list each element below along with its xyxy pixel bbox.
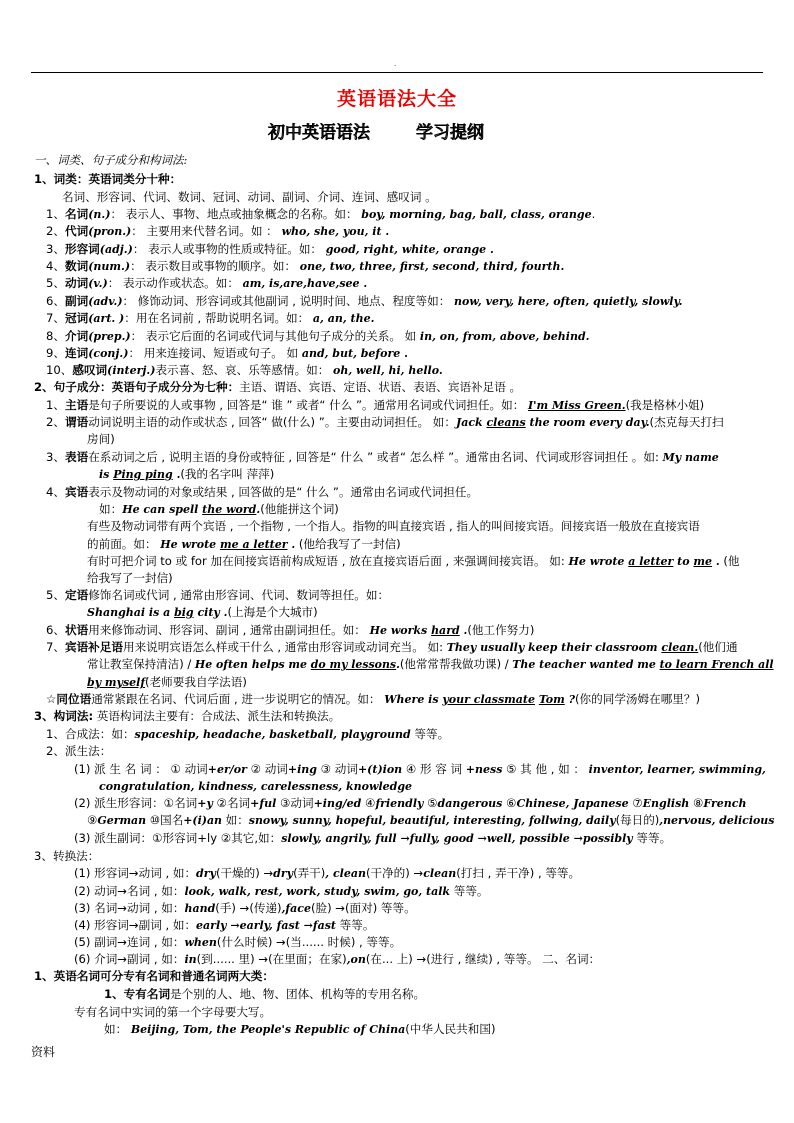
text-run: 7、 (46, 640, 65, 654)
text-run: 常让教室保持清洁) ∕ (87, 657, 195, 671)
text-run: (n.) (88, 208, 111, 221)
text-run: your classmate (442, 693, 535, 706)
text-line (87, 812, 774, 829)
text-run: 谓语 (64, 415, 89, 429)
text-line (74, 883, 489, 900)
text-run: dangerous (437, 797, 503, 810)
text-run: 1、专有名词 (104, 987, 171, 1001)
text-run: clean (423, 867, 457, 880)
text-run: 1、 (46, 207, 65, 221)
text-run: 1、英语名词可分专有名词和普通名词两大类： (34, 969, 274, 983)
text-run: now, very, here, often, quietly, slowly. (454, 295, 683, 308)
text-run: , clean (325, 867, 366, 880)
text-run: +(t)ion (357, 763, 403, 776)
text-line (46, 397, 704, 414)
text-run: 1、合成法：如： (46, 727, 135, 741)
text-run: (他们通 (698, 640, 738, 654)
text-line (46, 587, 389, 603)
text-run: 2、句子成分：英语句子成分分为七种： (34, 380, 240, 394)
text-run: ：用在名词前 , 帮助说明名词。如： (124, 311, 313, 325)
text-run: Where is (384, 693, 443, 706)
text-run: (弄干) (293, 866, 326, 880)
text-run: me a letter (219, 538, 288, 551)
text-run: 2、派生法： (46, 744, 112, 758)
text-run: ②名词 (212, 796, 251, 810)
text-run: 一、词类、句子成分和构词法: (34, 153, 188, 167)
footer-label: 资料 (31, 1045, 56, 1059)
header-dot: . (394, 60, 397, 68)
text-line (74, 900, 416, 917)
text-run: 是句子所要说的人或事物 , 回答是“ 谁 ” 或者“ 什么 ”。通常用名词或代词担任。如： (88, 398, 528, 412)
text-line (34, 152, 187, 168)
text-line (99, 466, 274, 483)
text-run: 等等。 (632, 831, 672, 845)
text-line (46, 449, 719, 466)
text-run: in (184, 953, 197, 966)
text-run: 连词 (64, 346, 89, 360)
text-run: to learn French all (659, 658, 774, 671)
text-run: hard (431, 624, 460, 637)
text-line (46, 328, 590, 345)
text-run: good, right, white, orange . (325, 243, 494, 256)
text-run: (2) 动词→名词 , 如： (74, 884, 185, 898)
text-line (46, 345, 408, 362)
text-run: (你的同学汤姆在哪里？) (575, 692, 701, 706)
text-run: ,face (281, 902, 311, 915)
text-run: They usually keep their classroom (446, 641, 662, 654)
text-run: +ful (250, 797, 277, 810)
text-run: (脸) →(面对) 等等。 (310, 901, 416, 915)
text-line (46, 484, 478, 500)
text-run: 感叹词 (72, 363, 108, 377)
text-run: 名词 (64, 207, 89, 221)
text-run: (手) →(传递) (215, 901, 282, 915)
text-run: 10、 (46, 363, 73, 377)
text-run: ,on (346, 953, 366, 966)
text-line (74, 865, 580, 882)
text-run: 同位语 (56, 692, 92, 706)
text-run: ⑦ (628, 796, 643, 810)
text-run: (每日的) (615, 813, 660, 827)
text-line (87, 656, 774, 673)
text-line (74, 761, 766, 778)
text-line (34, 848, 99, 864)
text-run: ： 表示人或事物的性质或特征。如： (132, 242, 326, 256)
text-line (99, 501, 339, 518)
text-run: me (693, 555, 713, 568)
text-line (99, 778, 412, 795)
text-run: 表示喜、怒、哀、乐等感情。如： (155, 363, 334, 377)
text-run: ③动词 (276, 796, 314, 810)
text-run: ⑤ 其 他 , 如 ： (502, 762, 589, 776)
text-run: oh, well, hi, hello. (333, 364, 443, 377)
text-line (46, 726, 449, 743)
text-run: 动词说明主语的动作或状态 , 回答“ 做(什么) ”。主要由动词担任。 如： (88, 415, 456, 429)
text-run: +(i)an (183, 814, 223, 827)
text-run: ② 动词 (246, 762, 288, 776)
text-line (46, 293, 682, 310)
text-line (46, 362, 443, 379)
text-run: ⑥ (502, 796, 517, 810)
text-run: 用来说明宾语怎么样或干什么 , 通常由形容词或动词充当。 如: (122, 640, 447, 654)
text-run: 4、 (46, 485, 65, 499)
text-run: ? (564, 693, 576, 706)
text-run: 3、 (46, 450, 65, 464)
text-run: (干净的) → (365, 866, 424, 880)
text-run: the word (202, 503, 257, 516)
text-run: 6、 (46, 294, 65, 308)
text-run: (中华人民共和国) (405, 1022, 496, 1036)
text-run: (1) 派 生 名 词 ： ① 动词 (74, 762, 208, 776)
text-line (74, 830, 671, 847)
text-run: a, an, the. (312, 312, 375, 325)
text-run: ☆ (46, 692, 57, 706)
text-run: dry (196, 867, 216, 880)
text-run: 3、 (46, 242, 65, 256)
text-run: 副词 (64, 294, 89, 308)
text-run: 表示及物动词的对象或结果 , 回答做的是“ 什么 ”。通常由名词或代词担任。 (88, 485, 479, 499)
text-run: 4、 (46, 259, 65, 273)
text-run: and, but, before . (301, 347, 408, 360)
text-run: 主语 (64, 398, 89, 412)
text-line (87, 553, 740, 570)
text-run: 1、词类：英语词类分十种： (34, 172, 182, 186)
text-line (87, 570, 173, 586)
text-run: 3、构词法: (34, 709, 94, 723)
text-run: +ing/ed (313, 797, 362, 810)
text-line (87, 518, 700, 534)
text-run: 形容词 (64, 242, 100, 256)
text-run: (杰克每天打扫 (649, 415, 724, 429)
text-run: 冠词 (64, 311, 89, 325)
text-line (46, 241, 494, 258)
text-run: 表语 (64, 450, 89, 464)
text-line (74, 1004, 271, 1020)
text-run: slowly, angrily, full →fully, good →well, possible →possibly (281, 832, 633, 845)
text-run: The teacher wanted me (512, 658, 660, 671)
text-run: friendly (375, 797, 424, 810)
text-run: He can spell (122, 503, 203, 516)
text-run: (他给我写了一封信) (295, 537, 401, 551)
text-run: one, two, three, first, second, third, fourth. (299, 260, 565, 273)
text-run: (adv.) (88, 295, 123, 308)
text-run: Chinese, Japanese (516, 797, 629, 810)
document-title: 英语语法大全 (336, 88, 457, 110)
text-run: (打扫 , 弄干净) , 等等。 (456, 866, 581, 880)
text-run: 介词 (64, 329, 89, 343)
header-rule (31, 72, 763, 73)
text-run: 2、 (46, 224, 65, 238)
text-run: a letter (628, 555, 674, 568)
text-run: inventor, learner, swimming, (588, 763, 766, 776)
text-line (87, 431, 115, 447)
text-run: 在系动词之后 , 说明主语的身份或特征 , 回答是“ 什么 ” 或者“ 怎么样 ”。通常由名词、代词或形容词担任 。如: (88, 450, 663, 464)
text-run: 有时可把介词 to 或 for 加在间接宾语前构成短语 , 放在直接宾语后面 , 来强调间接宾语。 如: (87, 554, 569, 568)
text-run: 名词、形容词、代词、数词、冠词、动词、副词、介词、连词、感叹词 。 (62, 190, 437, 204)
text-run: 等等。 (450, 884, 489, 898)
text-run: Jack (456, 416, 487, 429)
text-run: (1) 形容词→动词 , 如： (74, 866, 197, 880)
text-run: early →early, fast →fast (196, 919, 336, 932)
text-run: 2、 (46, 415, 65, 429)
text-run: . (591, 207, 596, 221)
text-run: hand (184, 902, 216, 915)
text-run: (我是格林小姐) (625, 398, 705, 412)
text-run: 状语 (64, 623, 89, 637)
text-run: (pron.) (88, 225, 132, 238)
text-run: 宾语 (64, 485, 89, 499)
text-run: am, is,are,have,see . (242, 277, 368, 290)
text-run: ： 表示它后面的名词或代词与其他句子成分的关系。 如 (130, 329, 420, 343)
text-run: (2) 派生形容词：①名词 (74, 796, 198, 810)
text-run: (到...... 里) →(在里面；在家) (196, 952, 347, 966)
text-run: (3) 派生副词：①形容词+ly ②其它,如： (74, 831, 282, 845)
text-run: is (99, 468, 114, 481)
text-run: spaceship, headache, basketball, playground (134, 728, 411, 741)
text-run: 如： (99, 502, 123, 516)
text-run: ③ 动词 (317, 762, 358, 776)
text-run: 宾语补足语 (64, 640, 123, 654)
text-run: do my lessons (310, 658, 397, 671)
text-run: 等等。 (410, 727, 450, 741)
text-run: +ness (465, 763, 503, 776)
text-run: city . (193, 606, 228, 619)
text-run: ： 用来连接词、短语或句子。 如 (128, 346, 302, 360)
text-line (34, 968, 274, 984)
text-run: big (174, 606, 194, 619)
text-run: 5、 (46, 588, 65, 602)
text-line (46, 639, 738, 656)
text-run: 用来修饰动词、形容词、副词 , 通常由副词担任。如： (88, 623, 370, 637)
text-run: ： 主要用来代替名词。如 ： (131, 224, 278, 238)
text-run: 6、 (46, 623, 65, 637)
text-run: (v.) (88, 277, 108, 290)
text-line (74, 951, 600, 968)
text-run: who, she, you, it . (277, 225, 390, 238)
text-run: the room every day. (525, 416, 650, 429)
text-run: (我的名字叫 萍萍) (180, 467, 275, 481)
text-line (34, 708, 340, 724)
text-run: . (712, 555, 720, 568)
text-run: . (256, 503, 261, 516)
text-run: (老师要我自学法语) (145, 675, 247, 689)
text-run: clean. (661, 641, 699, 654)
text-run: ： 表示数目或事物的顺序。如： (130, 259, 300, 273)
text-run: 如： (222, 813, 249, 827)
text-line (46, 622, 534, 639)
text-run: (5) 副词→连词 , 如： (74, 935, 185, 949)
text-run: I'm Miss Green. (527, 399, 626, 412)
text-run: +er/or (207, 763, 247, 776)
text-run: (conj.) (88, 347, 129, 360)
text-run: 定语 (64, 588, 89, 602)
text-run: He wrote (160, 538, 220, 551)
text-run: 等等。 (336, 918, 375, 932)
text-run: 房间) (87, 432, 115, 446)
text-run: 修饰名词或代词 , 通常由形容词、代词、数词等担任。如： (88, 588, 390, 602)
text-run: German (97, 814, 147, 827)
text-run: congratulation, kindness, carelessness, knowledge (99, 780, 413, 793)
text-run: (在... 上) →(进行 , 继续) , 等等。 二、名词： (365, 952, 601, 966)
text-line (46, 743, 111, 759)
text-run: 主语、谓语、宾语、定语、状语、表语、宾语补足语 。 (239, 380, 522, 394)
text-run: 9、 (46, 346, 65, 360)
text-run: ④ 形 容 词 (402, 762, 466, 776)
text-run: ： 修饰动词、形容词或其他副词 , 说明时间、地点、程度等如： (122, 294, 454, 308)
text-run: ⑧ (689, 796, 704, 810)
text-run: by myself (87, 676, 146, 689)
text-run: 3、转换法： (34, 849, 100, 863)
text-line (46, 258, 564, 275)
text-run: 有些及物动词带有两个宾语 , 一个指物 , 一个指人。指物的叫直接宾语 , 指人的叫间接宾语。间接宾语一般放在直接宾语 (87, 519, 700, 533)
text-run: 专有名词中实词的第一个字母要大写。 (74, 1005, 272, 1019)
text-run: (num.) (88, 260, 131, 273)
text-line (46, 275, 367, 292)
text-line (46, 223, 389, 240)
text-run: (他常常帮我做功课) ∕ (399, 657, 513, 671)
text-run: when (184, 936, 217, 949)
text-run: +y (197, 797, 213, 810)
text-run: (4) 形容词→副词 , 如： (74, 918, 197, 932)
text-run: (3) 名词→动词 , 如： (74, 901, 185, 915)
text-run: He wrote (568, 555, 629, 568)
text-run: 通常紧跟在名词、代词后面 , 进一步说明它的情况。如： (91, 692, 385, 706)
text-run: in, on, from, above, behind. (419, 330, 590, 343)
text-run: ,nervous, delicious (659, 814, 775, 827)
text-run: (adj.) (99, 243, 133, 256)
text-run: 数词 (64, 259, 89, 273)
text-line (74, 934, 401, 951)
text-run: 7、 (46, 311, 65, 325)
text-run: 的前面。如： (87, 537, 161, 551)
subtitle-part-1: 初中英语语法 (268, 123, 370, 143)
text-run: 1、 (46, 398, 65, 412)
text-run: 如： (104, 1022, 131, 1036)
text-run: boy, morning, bag, ball, class, orange (361, 208, 592, 221)
text-run: 8、 (46, 329, 65, 343)
text-run: ： 表示动作或状态。如： (107, 276, 243, 290)
text-line (46, 414, 724, 431)
text-run: ⑨ (87, 813, 98, 827)
text-line (87, 604, 318, 621)
text-run: dry (273, 867, 294, 880)
text-run: (prep.) (88, 330, 131, 343)
text-run: 是个别的人、地、物、团体、机构等的专用名称。 (170, 987, 426, 1001)
text-run: (interj.) (107, 364, 156, 377)
text-run: . (287, 538, 296, 551)
text-run: ④ (361, 796, 376, 810)
text-line (46, 206, 595, 223)
text-run: (art. ) (88, 312, 125, 325)
text-run: French (703, 797, 747, 810)
text-line (46, 691, 700, 708)
text-run: Ping ping (113, 468, 173, 481)
text-run: (他工作努力) (467, 623, 535, 637)
text-run: 给我写了一封信) (87, 571, 173, 585)
text-run: Shanghai is a (87, 606, 175, 619)
text-run: Tom (538, 693, 565, 706)
text-line (87, 674, 247, 691)
text-run: ： 表示人、事物、地点或抽象概念的名称。如： (110, 207, 362, 221)
text-run: My name (662, 451, 719, 464)
text-line (62, 189, 437, 205)
text-run: English (642, 797, 690, 810)
text-run: (他 (719, 554, 740, 568)
text-line (104, 986, 425, 1002)
text-run: (上海是个大城市) (227, 605, 318, 619)
text-run: He works (369, 624, 432, 637)
document-subtitle (268, 118, 530, 143)
text-line (34, 379, 521, 395)
text-line (74, 917, 374, 934)
text-run: +ing (287, 763, 317, 776)
text-line (74, 795, 747, 812)
text-run: . (459, 624, 468, 637)
text-run: 代词 (64, 224, 89, 238)
subtitle-part-2: 学习提纲 (416, 123, 484, 143)
text-run: 5、 (46, 276, 65, 290)
text-run: cleans (486, 416, 526, 429)
text-line (87, 536, 401, 553)
text-line (104, 1021, 495, 1038)
text-run: . (172, 468, 181, 481)
text-run: ⑩国名 (146, 813, 184, 827)
text-run: 动词 (64, 276, 89, 290)
text-run: (6) 介词→副词 , 如： (74, 952, 185, 966)
text-run: He often helps me (194, 658, 311, 671)
text-run: (什么时候) →(当...... 时候) , 等等。 (216, 935, 402, 949)
text-run: Beijing, Tom, the People's Republic of China (130, 1023, 406, 1036)
text-run: to (673, 555, 694, 568)
text-run: 英语构词法主要有：合成法、派生法和转换法。 (93, 709, 341, 723)
text-run: . (396, 658, 400, 671)
text-run: ⑤ (423, 796, 438, 810)
text-line (34, 171, 181, 187)
text-line (46, 310, 374, 327)
text-run: (他能拼这个词) (260, 502, 339, 516)
text-run: snowy, sunny, hopeful, beautiful, interesting, follwing, daily (248, 814, 616, 827)
text-run: look, walk, rest, work, study, swim, go, talk (184, 885, 451, 898)
text-run: (干燥的) → (215, 866, 274, 880)
